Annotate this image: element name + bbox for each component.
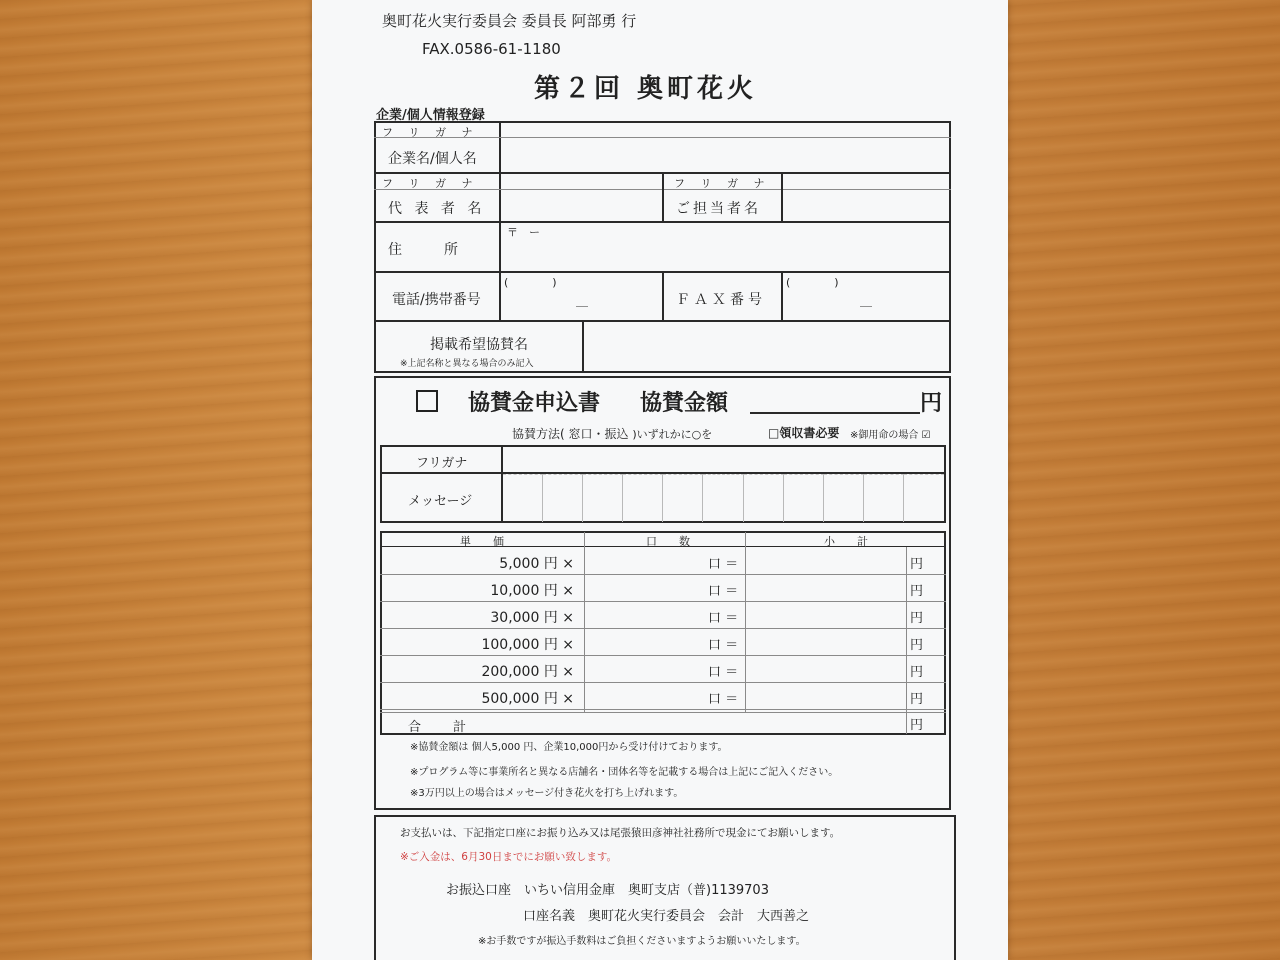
- application-title: 協賛金申込書: [468, 391, 601, 416]
- units-field[interactable]: [586, 602, 706, 628]
- fax-dash: ＿: [860, 294, 873, 308]
- receipt-note: ※御用命の場合 ☑: [850, 430, 931, 441]
- subtotal-field[interactable]: [747, 656, 905, 682]
- payment-instructions: お支払いは、下記指定口座にお振り込み又は尾張猿田彦神社社務所で現金にてお願いします。: [400, 827, 841, 839]
- subtotal-yen: 円: [910, 638, 924, 653]
- header-subtotal: 小 計: [824, 535, 868, 548]
- message-furigana-label: フリガナ: [416, 456, 468, 471]
- header-unit-price: 単 価: [460, 535, 504, 548]
- units-equals: 口 ＝: [708, 611, 739, 626]
- registration-section-label: 企業/個人情報登録: [376, 108, 485, 123]
- company-name-field[interactable]: [502, 138, 949, 172]
- message-cell[interactable]: [583, 474, 623, 522]
- application-form-sheet: [312, 0, 1008, 960]
- address-label: 住 所: [388, 242, 458, 258]
- payment-deadline: ※ご入金は、6月30日までにお願い致します。: [400, 851, 617, 863]
- units-equals: 口 ＝: [708, 692, 739, 707]
- unit-price: 200,000 円 ×: [481, 664, 574, 680]
- message-label: メッセージ: [408, 494, 473, 509]
- receipt-label[interactable]: □領収書必要: [768, 426, 840, 440]
- method-suffix: )いずれかに○を: [632, 428, 713, 441]
- units-field[interactable]: [586, 548, 706, 574]
- phone-paren: ( ): [504, 276, 557, 289]
- message-cell[interactable]: [503, 474, 543, 522]
- units-field[interactable]: [586, 683, 706, 709]
- subtotal-field[interactable]: [747, 575, 905, 601]
- message-cell[interactable]: [904, 474, 944, 522]
- units-field[interactable]: [586, 575, 706, 601]
- bank-account: お振込口座 いちい信用金庫 奥町支店（普)1139703: [446, 883, 769, 898]
- subtotal-yen: 円: [910, 611, 924, 626]
- subtotal-yen: 円: [910, 584, 924, 599]
- subtotal-field[interactable]: [747, 548, 905, 574]
- account-holder: 口座名義 奥町花火実行委員会 会計 大西善之: [523, 909, 810, 924]
- contact-person-field[interactable]: [784, 190, 949, 221]
- unit-price: 30,000 円 ×: [490, 610, 574, 626]
- address-field[interactable]: [502, 223, 949, 271]
- units-field[interactable]: [586, 656, 706, 682]
- units-equals: 口 ＝: [708, 557, 739, 572]
- message-cell[interactable]: [784, 474, 824, 522]
- amount-label: 協賛金額: [640, 391, 729, 416]
- form-title: 第２回 奥町花火: [534, 74, 758, 104]
- method-prefix: 協賛方法(: [512, 427, 565, 441]
- application-checkbox[interactable]: [416, 390, 438, 412]
- sponsor-name-label: 掲載希望協賛名: [430, 337, 528, 353]
- header-units: 口 数: [646, 535, 690, 548]
- subtotal-field[interactable]: [747, 683, 905, 709]
- message-cell[interactable]: [623, 474, 663, 522]
- method-options: 窓口・振込: [568, 427, 629, 441]
- phone-dash: ＿: [576, 294, 589, 308]
- fax-field[interactable]: [784, 273, 949, 320]
- furigana-label-company: フ リ ガ ナ: [382, 126, 479, 139]
- note-minimum-amount: ※協賛金額は 個人5,000 円、企業10,000円から受け付けております。: [410, 742, 728, 753]
- message-cell[interactable]: [744, 474, 784, 522]
- amount-field[interactable]: [750, 388, 920, 412]
- phone-label: 電話/携帯番号: [392, 292, 481, 308]
- unit-price: 5,000 円 ×: [499, 556, 574, 572]
- sponsor-name-field[interactable]: [585, 322, 949, 372]
- message-cell[interactable]: [663, 474, 703, 522]
- transfer-fee-note: ※お手数ですが振込手数料はご負担くださいますようお願いいたします。: [478, 936, 806, 947]
- phone-field[interactable]: [502, 273, 661, 320]
- total-field[interactable]: [585, 713, 905, 734]
- units-equals: 口 ＝: [708, 665, 739, 680]
- total-label: 合 計: [408, 720, 469, 735]
- furigana-label-contact: フ リ ガ ナ: [674, 177, 771, 190]
- furigana-label-representative: フ リ ガ ナ: [382, 177, 479, 190]
- unit-price: 500,000 円 ×: [481, 691, 574, 707]
- message-cell[interactable]: [543, 474, 583, 522]
- units-equals: 口 ＝: [708, 638, 739, 653]
- message-cell[interactable]: [824, 474, 864, 522]
- unit-price: 100,000 円 ×: [481, 637, 574, 653]
- message-cell[interactable]: [864, 474, 904, 522]
- subtotal-yen: 円: [910, 692, 924, 707]
- total-yen: 円: [910, 718, 924, 733]
- amount-yen: 円: [920, 391, 943, 416]
- representative-label: 代 表 者 名: [388, 201, 486, 217]
- note-program-listing: ※プログラム等に事業所名と異なる店舗名・団体名等を記載する場合は上記にご記入ください。: [410, 767, 839, 778]
- subtotal-field[interactable]: [747, 629, 905, 655]
- subtotal-field[interactable]: [747, 602, 905, 628]
- representative-field[interactable]: [502, 190, 661, 221]
- fax-label: ＦＡＸ番号: [676, 292, 766, 308]
- postal-mark: 〒 ー: [507, 226, 540, 239]
- company-name-label: 企業名/個人名: [388, 151, 477, 167]
- sponsor-name-note: ※上記名称と異なる場合のみ記入: [400, 359, 534, 369]
- note-message-fireworks: ※3万円以上の場合はメッセージ付き花火を打ち上げれます。: [410, 788, 684, 799]
- unit-price: 10,000 円 ×: [490, 583, 574, 599]
- recipient-line: 奥町花火実行委員会 委員長 阿部勇 行: [382, 12, 637, 30]
- message-furigana-field[interactable]: [503, 447, 944, 472]
- subtotal-yen: 円: [910, 665, 924, 680]
- subtotal-yen: 円: [910, 557, 924, 572]
- units-field[interactable]: [586, 629, 706, 655]
- contact-person-label: ご担当者名: [676, 201, 761, 217]
- units-equals: 口 ＝: [708, 584, 739, 599]
- fax-paren: ( ): [786, 276, 839, 289]
- message-cell[interactable]: [703, 474, 743, 522]
- fax-number: FAX.0586-61-1180: [422, 40, 561, 58]
